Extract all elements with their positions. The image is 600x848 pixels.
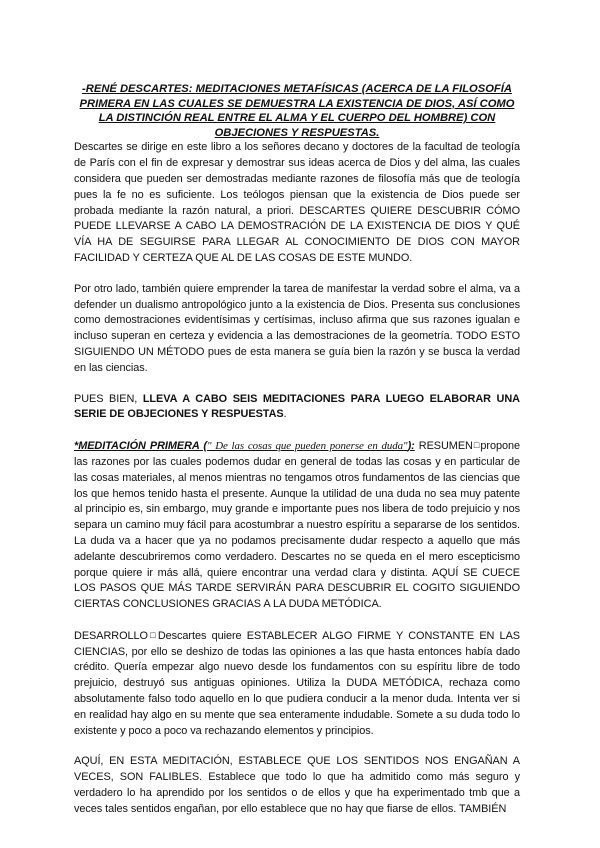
box-glyph-icon: □ (472, 440, 481, 451)
meditations-end: . (283, 408, 287, 421)
meditations-lead: PUES BIEN, (74, 392, 143, 405)
paragraph-senses: AQUÍ, EN ESTA MEDITACIÓN, ESTABLECE QUE LOS SENTIDOS NOS ENGAÑAN A VECES, SON FALIBLES. Establece que todo lo que ha admitido como más seguro y verdadero lo ha aprendido por los sentidos o de ellos y que ha experimentado tmb que a veces tales sentidos engañan, por ello establece que no hay que fiarse de ellos. TAMBIÉN (74, 755, 520, 815)
heading-close: ): (407, 440, 415, 453)
first-meditation-heading (74, 440, 415, 452)
heading-text: *MEDITACIÓN PRIMERA ( (74, 440, 207, 453)
summary-label: RESUMEN (414, 440, 473, 453)
paragraph-gap (74, 377, 520, 392)
heading-quote: " De las cosas que pueden ponerse en duda" (206, 440, 408, 453)
development-body: Descartes quiere ESTABLECER ALGO FIRME Y CONSTANTE EN LAS CIENCIAS, por ello se deshizo de todas las opiniones a las que hasta entonces había dado crédito. Quería empezar algo nuevo desde los fundamentos con su espíritu libre de todo prejuicio, destruyó sus antiguas opiniones. Utiliza la DUDA METÓDICA, rechaza como absolutamente falso todo aquello en lo que pudiera conducir a la menor duda. Intenta ver si en realidad hay algo en su mente que sea enteramente indudable. Somete a su duda todo lo existente y poco a poco va rechazando elementos y principios. (74, 629, 520, 737)
document-title: -RENÉ DESCARTES: MEDITACIONES METAFÍSICAS (ACERCA DE LA FILOSOFÍA PRIMERA EN LAS CUALES SE DEMUESTRA LA EXISTENCIA DE DIOS, ASÍ COMO LA DISTINCIÓN REAL ENTRE EL ALMA Y EL CUERPO DEL HOMBRE) CON OBJECIONES Y RESPUESTAS. (79, 83, 515, 139)
paragraph-gap (74, 739, 520, 754)
development-label: DESARROLLO (74, 629, 148, 642)
paragraph-meditations (74, 392, 520, 424)
meditations-bold: LLEVA A CABO SEIS MEDITACIONES PARA LUEGO ELABORAR UNA SERIE DE OBJECIONES Y RESPUESTAS (74, 392, 520, 421)
paragraph-gap (74, 267, 520, 282)
paragraph-intro: Descartes se dirige en este libro a los señores decano y doctores de la facultad de teología de París con el fin de expresar y demostrar sus ideas acerca de Dios y del alma, las cuales considera que pueden ser demostradas mediante razones de filosofía más que de teología pues la fe no es suficiente. Los teólogos piensan que la existencia de Dios puede ser probada mediante la razón natural, a priori. DESCARTES QUIERE DESCUBRIR CÓMO PUEDE LLEVARSE A CABO LA DEMOSTRACIÓN DE LA EXISTENCIA DE DIOS Y QUÉ VÍA HA DE SEGUIRSE PARA LLEGAR AL CONOCIMIENTO DE DIOS CON MAYOR FACILIDAD Y CERTEZA QUE AL DE LAS COSAS DE ESTE MUNDO. (74, 141, 520, 264)
paragraph-development (74, 628, 520, 740)
box-glyph-icon: □ (147, 629, 158, 640)
paragraph-soul: Por otro lado, también quiere emprender la tarea de manifestar la verdad sobre el alma, va a defender un dualismo antropológico junto a la existencia de Dios. Presenta sus conclusiones como demostraciones evidentísimas y certísimas, incluso afirma que sus razones igualan e incluso superan en certeza y evidencia a las demostraciones de la geometría. TODO ESTO SIGUIENDO UN MÉTODO pues de esta manera se guía bien la razón y se busca la verdad en las ciencias. (74, 282, 520, 374)
paragraph-first-meditation (74, 438, 520, 613)
paragraph-gap (74, 423, 520, 438)
paragraph-gap (74, 613, 520, 628)
summary-body: propone las razones por las cuales podemos dudar en general de todas las cosas y en particular de las cosas materiales, al menos mientras no tengamos otros fundamentos de las ciencias que los que hemos tenido hasta el presente. Aunque la utilidad de una duda no sea muy patente al principio es, sin embargo, muy grande e importante pues nos libera de todo prejuicio y nos separa un camino muy fácil para acostumbrar a nuestro espíritu a separarse de los sentidos. La duda va a hacer que ya no podamos precisamente dudar respecto a aquello que más adelante descubriremos como verdadero. Descartes no se queda en el mero escepticismo porque quiere ir más allá, quiere encontrar una verdad clara y distinta. AQUÍ SE CUECE LOS PASOS QUE MÁS TARDE SERVIRÁN PARA DESCUBRIR EL COGITO SIGUIENDO CIERTAS CONCLUSIONES GRACIAS A LA DUDA METÓDICA. (74, 440, 520, 611)
